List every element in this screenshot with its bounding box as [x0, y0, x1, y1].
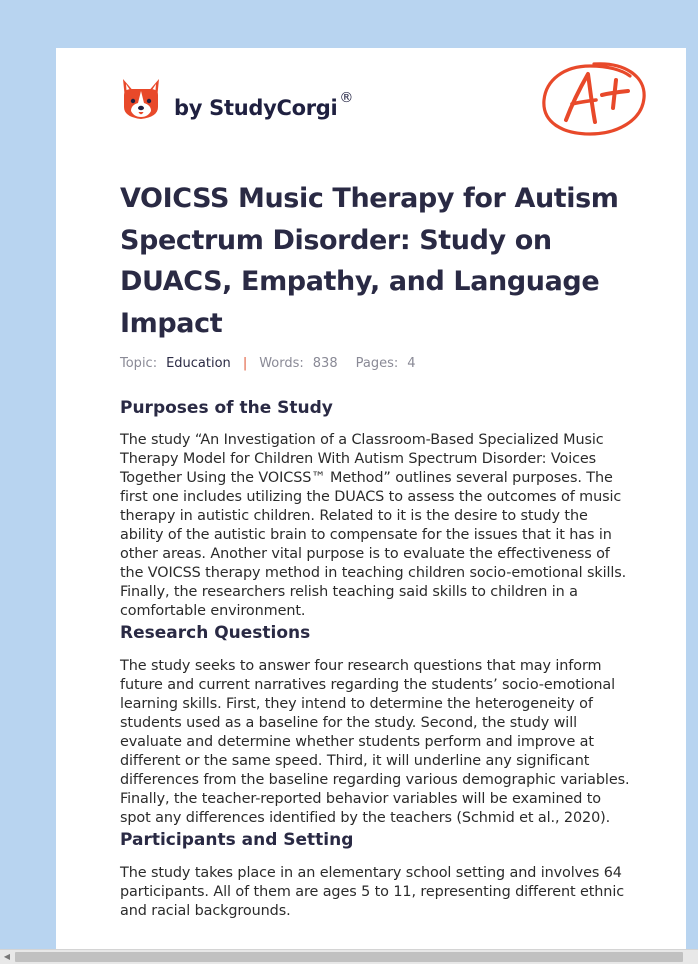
grade-a-plus-badge	[538, 58, 650, 142]
scroll-left-arrow-icon[interactable]: ◀	[3, 952, 11, 961]
section-heading-participants: Participants and Setting	[120, 830, 354, 850]
horizontal-scrollbar[interactable]	[0, 949, 698, 964]
document-title: VOICSS Music Therapy for Autism Spectrum Disorder: Study on DUACS, Empathy, and Language Impact	[120, 183, 619, 339]
pages-count: 4	[407, 356, 416, 371]
section-body-participants: The study takes place in an elementary school setting and involves 64 participants. All of them are ages 5 to 11, representing different ethnic and racial backgrounds.	[120, 865, 625, 919]
words-count: 838	[312, 356, 338, 371]
page-header	[120, 76, 650, 156]
corgi-logo-icon	[120, 77, 162, 121]
brand-name: by StudyCorgi ®	[174, 90, 354, 120]
document-content	[120, 178, 632, 921]
scrollbar-thumb[interactable]	[15, 952, 683, 962]
registered-mark: ®	[339, 90, 354, 106]
document-meta	[120, 356, 632, 371]
brand-link[interactable]	[120, 76, 353, 122]
topic-label: Topic:	[120, 356, 158, 371]
document-page	[56, 48, 686, 964]
words-label: Words:	[259, 356, 304, 371]
topic-link[interactable]: Education	[166, 356, 231, 371]
pages-label: Pages:	[355, 356, 399, 371]
meta-separator: |	[242, 356, 248, 371]
section-heading-research-questions: Research Questions	[120, 623, 311, 643]
section-body-purposes: The study “An Investigation of a Classroom-Based Specialized Music Therapy Model for Children With Autism Spectrum Disorder: Voices Together Using the VOICSS™ Method” outlines several purposes. The first one includes utilizing the DUACS to assess the outcomes of music therapy in autistic children. Related to it is the desire to study the ability of the autistic brain to compensate for the issues that it has in other areas. Another vital purpose is to evaluate the effectiveness of the VOICSS therapy method in teaching children socio-emotional skills. Finally, the researchers relish teaching said skills to children in a comfortable environment.	[120, 432, 627, 619]
section-heading-purposes: Purposes of the Study	[120, 398, 333, 418]
section-body-research-questions: The study seeks to answer four research questions that may inform future and current narratives regarding the students’ socio-emotional learning skills. First, they intend to determine the heterogeneity of students used as a baseline for the study. Second, the study will evaluate and determine whether students perform and improve at different or the same speed. Third, it will underline any significant differences from the baseline regarding various demographic variables. Finally, the teacher-reported behavior variables will be examined to spot any differences identified by the teachers (Schmid et al., 2020).	[120, 658, 630, 826]
